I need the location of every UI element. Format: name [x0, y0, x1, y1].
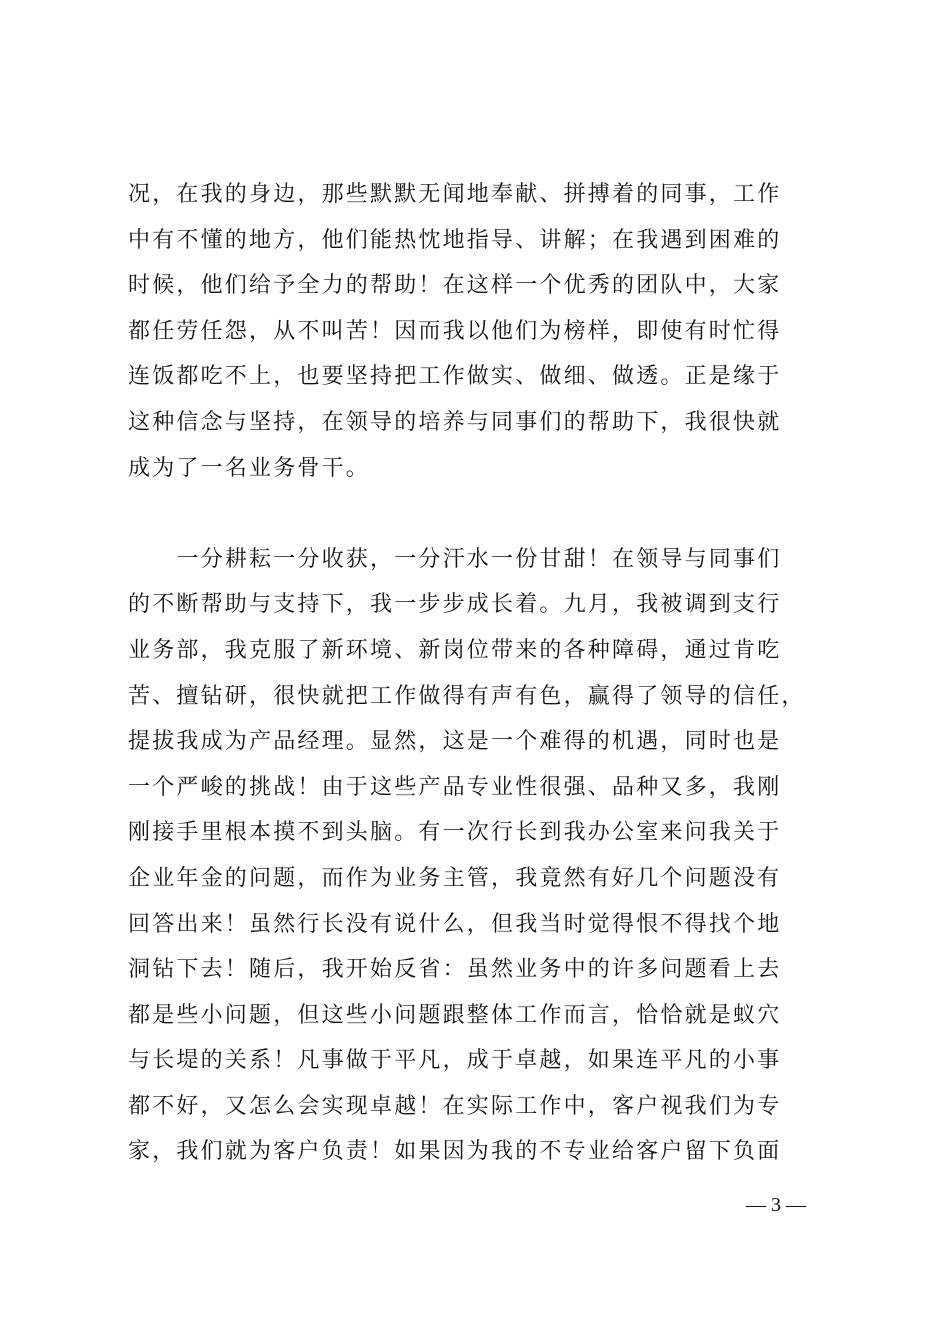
text-line: 这种信念与坚持，在领导的培养与同事们的帮助下，我很快就: [128, 409, 782, 435]
text-line: 一分耕耘一分收获，一分汗水一份甘甜！在领导与同事们: [128, 546, 782, 572]
text-line: 连饭都吃不上，也要坚持把工作做实、做细、做透。正是缘于: [128, 364, 782, 390]
text-line: 都是些小问题，但这些小问题跟整体工作而言，恰恰就是蚁穴: [128, 1002, 782, 1028]
text-line: 时候，他们给予全力的帮助！在这样一个优秀的团队中，大家: [128, 273, 782, 299]
text-line: 况，在我的身边，那些默默无闻地奉献、拼搏着的同事，工作: [128, 182, 782, 207]
text-line: 的不断帮助与支持下，我一步步成长着。九月，我被调到支行: [128, 592, 782, 618]
text-line: 刚接手里根本摸不到头脑。有一次行长到我办公室来问我关于: [128, 820, 782, 846]
body-text: [128, 172, 828, 1175]
text-line: 与长堤的关系！凡事做于平凡，成于卓越，如果连平凡的小事: [128, 1048, 782, 1074]
text-line: 苦、擅钻研，很快就把工作做得有声有色，赢得了领导的信任，: [128, 683, 806, 709]
text-line: 回答出来！虽然行长没有说什么，但我当时觉得恨不得找个地: [128, 911, 782, 937]
text-line: 一个严峻的挑战！由于这些产品专业性很强、品种又多，我刚: [128, 774, 782, 800]
text-line: 企业年金的问题，而作为业务主管，我竟然有好几个问题没有: [128, 865, 782, 891]
text-line: 洞钻下去！随后，我开始反省：虽然业务中的许多问题看上去: [128, 957, 782, 983]
text-line: 成为了一名业务骨干。: [128, 455, 371, 481]
paragraph-1: [128, 172, 828, 491]
paragraph-2: [128, 537, 828, 1175]
text-line: 家，我们就为客户负责！如果因为我的不专业给客户留下负面: [128, 1139, 782, 1165]
text-line: 都不好，又怎么会实现卓越！在实际工作中，客户视我们为专: [128, 1093, 782, 1119]
page-number: — 3 —: [746, 1194, 806, 1216]
text-line: 业务部，我克服了新环境、新岗位带来的各种障碍，通过肯吃: [128, 637, 782, 663]
text-line: 都任劳任怨，从不叫苦！因而我以他们为榜样，即使有时忙得: [128, 318, 782, 344]
text-line: 中有不懂的地方，他们能热忱地指导、讲解；在我遇到困难的: [128, 227, 782, 253]
text-line: 提拔我成为产品经理。显然，这是一个难得的机遇，同时也是: [128, 729, 782, 755]
paragraph-spacer: [128, 491, 828, 537]
